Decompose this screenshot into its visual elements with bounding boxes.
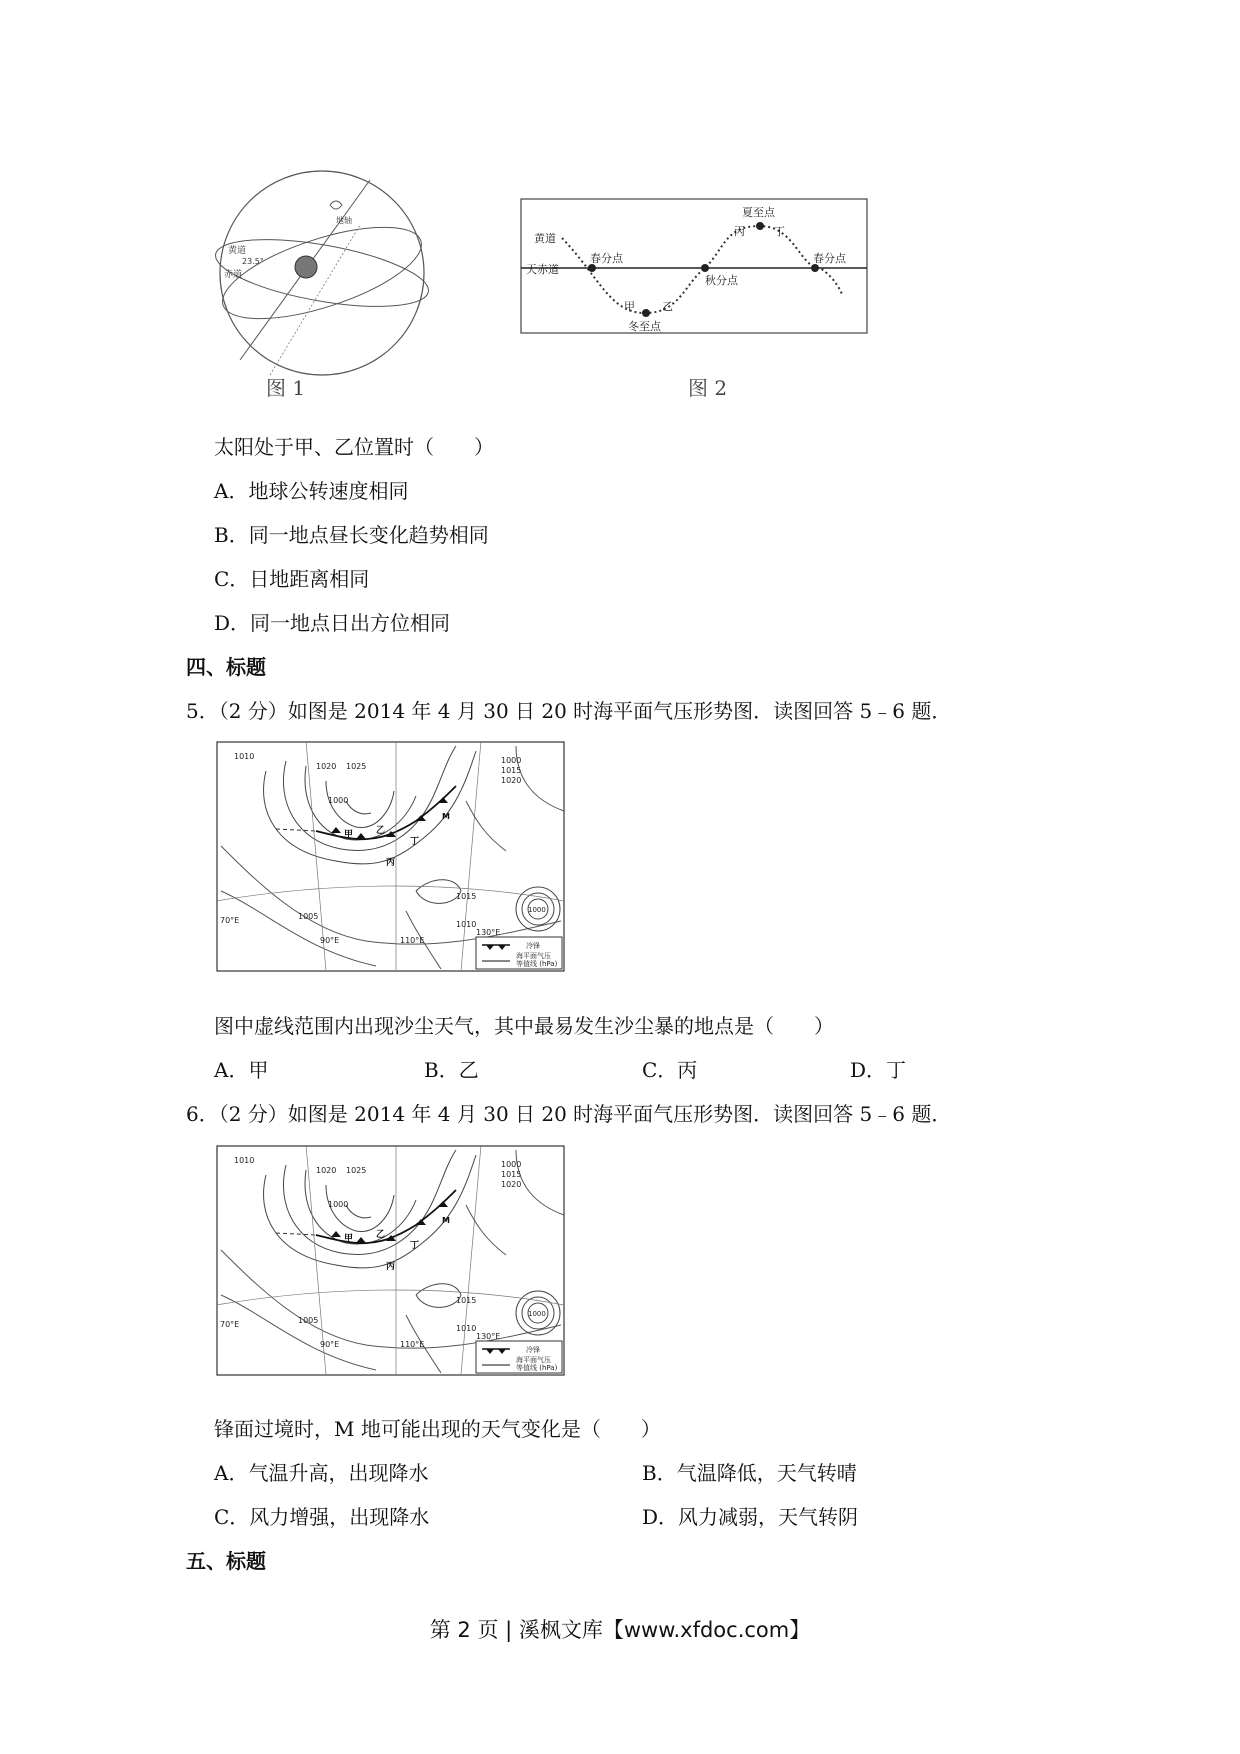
fig1-ecliptic-label: 黄道 (228, 246, 247, 256)
weather-map-2 (216, 1145, 566, 1377)
isobar-label: 1015 (501, 1170, 522, 1179)
longitude-label: 110°E (400, 1340, 425, 1349)
fig1-angle-label: 23.5° (242, 257, 264, 266)
q4-option-d: D．同一地点日出方位相同 (214, 611, 451, 635)
isobar-label: 1005 (298, 912, 319, 921)
isobar-label: 1020 (316, 762, 337, 771)
fig2-autumn-point: 秋分点 (705, 274, 738, 287)
isobar-label: 1015 (501, 766, 522, 775)
isobar-label: 1005 (298, 1316, 319, 1325)
point-yi: 乙 (376, 1230, 386, 1240)
q6-option-c: C．风力增强，出现降水 (214, 1505, 430, 1529)
longitude-label: 110°E (400, 936, 425, 945)
isobar-label: 1000 (328, 796, 349, 805)
point-jia: 甲 (344, 1234, 354, 1244)
fig2-point-bing: 丙 (734, 225, 745, 238)
isobar-label: 1020 (316, 1166, 337, 1175)
figure-1 (210, 165, 450, 380)
isobar-label: 1000 (528, 906, 546, 914)
weather-map-1 (216, 741, 566, 973)
point-jia: 甲 (344, 830, 354, 840)
fig2-point-jia: 甲 (624, 300, 635, 313)
isobar-label: 1020 (501, 1180, 522, 1189)
figure-1-caption: 图 1 (266, 376, 306, 400)
longitude-label: 90°E (320, 936, 340, 945)
legend-isobar-line2: 等值线 (hPa) (516, 1364, 558, 1372)
point-bing: 丙 (386, 1262, 396, 1272)
isobar-label: 1010 (456, 920, 477, 929)
q6-stem: 锋面过境时，M 地可能出现的天气变化是（ ） (214, 1417, 661, 1441)
ecliptic-chart (520, 198, 870, 336)
point-ding: 丁 (410, 837, 420, 847)
fig2-equator-label: 天赤道 (526, 263, 559, 276)
fig1-equator-label: 赤道 (224, 270, 243, 280)
legend-cold-front: 冷锋 (526, 942, 540, 950)
q5-option-d: D．丁 (850, 1058, 907, 1082)
q6-option-b: B．气温降低，天气转晴 (642, 1461, 857, 1485)
isobar-label: 1020 (501, 776, 522, 785)
isobar-label: 1010 (234, 1156, 255, 1165)
q5-option-a: A．甲 (214, 1058, 269, 1082)
legend-cold-front: 冷锋 (526, 1346, 540, 1354)
isobar-label: 1000 (528, 1310, 546, 1318)
q4-option-b: B．同一地点昼长变化趋势相同 (214, 523, 489, 547)
longitude-label: 90°E (320, 1340, 340, 1349)
figure-2 (520, 198, 870, 336)
longitude-label: 130°E (476, 928, 501, 937)
fig2-summer-solstice: 夏至点 (742, 206, 775, 219)
point-bing: 丙 (386, 858, 396, 868)
page-footer: 第 2 页 | 溪枫文库【www.xfdoc.com】 (429, 1618, 811, 1642)
q4-stem: 太阳处于甲、乙位置时（ ） (214, 435, 494, 459)
isobar-label: 1010 (234, 752, 255, 761)
point-ding: 丁 (410, 1241, 420, 1251)
isobar-label: 1000 (328, 1200, 349, 1209)
point-m: M (442, 812, 450, 821)
isobar-label: 1010 (456, 1324, 477, 1333)
q5-option-c: C．丙 (642, 1058, 698, 1082)
fig2-ecliptic-label: 黄道 (534, 232, 556, 245)
point-yi: 乙 (376, 826, 386, 836)
figure-2-caption: 图 2 (688, 376, 728, 400)
isobar-label: 1015 (456, 1296, 477, 1305)
isobar-label: 1025 (346, 762, 367, 771)
fig2-winter-solstice: 冬至点 (628, 320, 661, 333)
q6-option-d: D．风力减弱，天气转阴 (642, 1505, 859, 1529)
point-m: M (442, 1216, 450, 1225)
fig2-spring-point-1: 春分点 (590, 252, 623, 265)
isobar-label: 1025 (346, 1166, 367, 1175)
q5-prompt: 5．（2 分）如图是 2014 年 4 月 30 日 20 时海平面气压形势图．读图回答 5﹣6 题． (186, 699, 952, 723)
legend-isobar-line2: 等值线 (hPa) (516, 960, 558, 968)
section-4-heading: 四、标题 (186, 655, 266, 679)
q4-option-c: C．日地距离相同 (214, 567, 370, 591)
isobar-label: 1000 (501, 1160, 522, 1169)
latitude-label: 70°E (220, 916, 240, 925)
latitude-label: 70°E (220, 1320, 240, 1329)
isobar-label: 1015 (456, 892, 477, 901)
q6-prompt: 6．（2 分）如图是 2014 年 4 月 30 日 20 时海平面气压形势图．读图回答 5﹣6 题． (186, 1102, 952, 1126)
celestial-sphere-diagram (210, 165, 450, 380)
q6-option-a: A．气温升高，出现降水 (214, 1461, 429, 1485)
legend-isobar-line1: 海平面气压 (516, 1356, 551, 1364)
longitude-label: 130°E (476, 1332, 501, 1341)
fig2-point-ding: 丁 (774, 225, 785, 238)
q6-weather-map (216, 1145, 566, 1377)
fig1-axis-label: 地轴 (336, 216, 352, 225)
q4-option-a: A．地球公转速度相同 (214, 479, 409, 503)
legend-isobar-line1: 海平面气压 (516, 952, 551, 960)
q5-weather-map (216, 741, 566, 973)
q5-option-b: B．乙 (424, 1058, 479, 1082)
q5-stem: 图中虚线范围内出现沙尘天气，其中最易发生沙尘暴的地点是（ ） (214, 1014, 834, 1038)
isobar-label: 1000 (501, 756, 522, 765)
section-5-heading: 五、标题 (186, 1549, 266, 1573)
fig2-point-yi: 乙 (662, 300, 673, 313)
fig2-spring-point-2: 春分点 (813, 252, 846, 265)
